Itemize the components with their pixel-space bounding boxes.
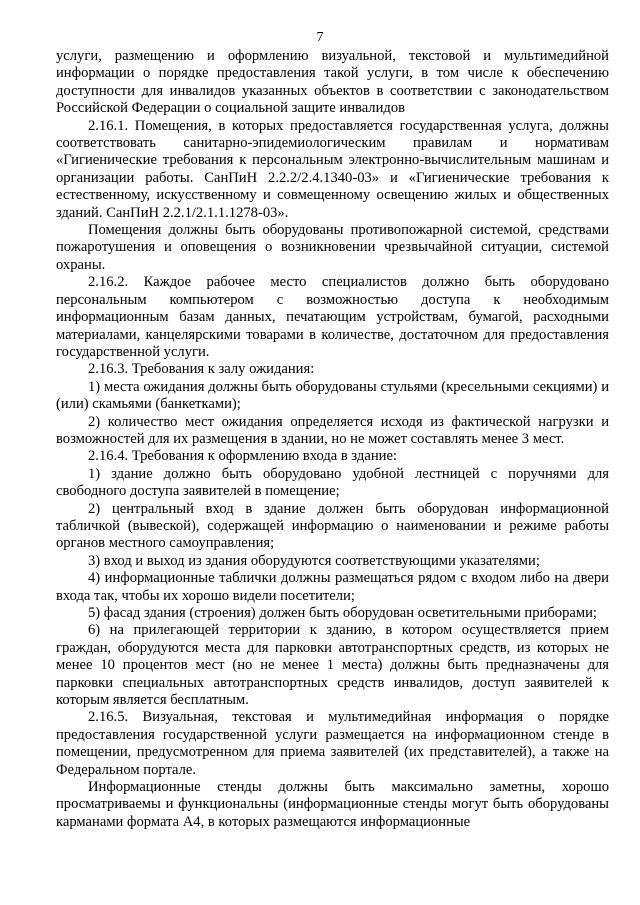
list-item-entrance-3: 3) вход и выход из здания оборудуются соответствующими указателями; [88, 552, 540, 569]
paragraph-2-16-5: 2.16.5. Визуальная, текстовая и мультимедийная информация о порядке предоставления государственной услуги размещается на информационном стенде в помещении, предусмотренном для приема заявителей (их представителей), а также на Федеральном портале. [56, 709, 609, 778]
paragraph-2-16-4: 2.16.4. Требования к оформлению входа в здание: [88, 448, 397, 465]
list-item-entrance-6: 6) на прилегающей территории к зданию, в котором осуществляется прием граждан, оборудуются места для парковки автотранспортных средств, из которых не менее 10 процентов мест (но не менее 1 места) должны быть предназначены для парковки специальных автотранспортных средств инвалидов, доступ заявителей к которым является бесплатным. [56, 622, 609, 709]
paragraph-2-16-3: 2.16.3. Требования к залу ожидания: [88, 361, 315, 378]
page-number: 7 [316, 30, 324, 45]
paragraph-2-16-2: 2.16.2. Каждое рабочее место специалистов должно быть оборудовано персональным компьютером с возможностью доступа к необходимым информационным базам данных, печатающим устройствам, бумагой, расходными материалами, канцелярскими товарами в количестве, достаточном для предоставления государственной услуги. [56, 274, 609, 360]
list-item-entrance-4: 4) информационные таблички должны размещаться рядом с входом либо на двери входа так, чтобы их хорошо видели посетители; [56, 570, 609, 604]
list-item-waiting-1: 1) места ожидания должны быть оборудованы стульями (кресельными секциями) и (или) скамьями (банкетками); [56, 378, 609, 413]
list-item-waiting-2: 2) количество мест ожидания определяется исходя из фактической нагрузки и возможностей для их размещения в здании, но не может составлять менее 3 мест. [56, 413, 609, 447]
list-item-entrance-1: 1) здание должно быть оборудовано удобной лестницей с поручнями для свободного доступа заявителей в помещение; [56, 465, 609, 500]
paragraph-fire-safety: Помещения должны быть оборудованы противопожарной системой, средствами пожаротушения и оповещения о возникновении чрезвычайной ситуации, системой охраны. [56, 222, 609, 273]
list-item-entrance-5: 5) фасад здания (строения) должен быть оборудован осветительными приборами; [88, 605, 597, 621]
paragraph-continuation: услуги, размещению и оформлению визуальной, текстовой и мультимедийной информации о порядке предоставления такой услуги, в том числе к обеспечению доступности для инвалидов указанных объектов в соответствии с законодательством Российской Федерации о социальной защите инвалидов [56, 48, 609, 117]
paragraph-info-stands: Информационные стенды должны быть максимально заметны, хорошо просматриваемы и функциональны (информационные стенды могут быть оборудованы карманами формата А4, в которых размещаются информационные [56, 779, 609, 830]
list-item-entrance-2: 2) центральный вход в здание должен быть оборудован информационной табличкой (вывеской), содержащей информацию о наименовании и режиме работы органов местного самоуправления; [56, 500, 609, 552]
document-body [56, 48, 609, 831]
paragraph-2-16-1: 2.16.1. Помещения, в которых предоставляется государственная услуга, должны соответствовать санитарно-эпидемиологическим правилам и нормативам «Гигиенические требования к персональным электронно-вычислительным машинам и организации работы. СанПиН 2.2.2/2.4.1340-03» и «Гигиенические требования к естественному, искусственному и совмещенному освещению жилых и общественных зданий. СанПиН 2.2.1/2.1.1.1278-03». [56, 117, 609, 221]
